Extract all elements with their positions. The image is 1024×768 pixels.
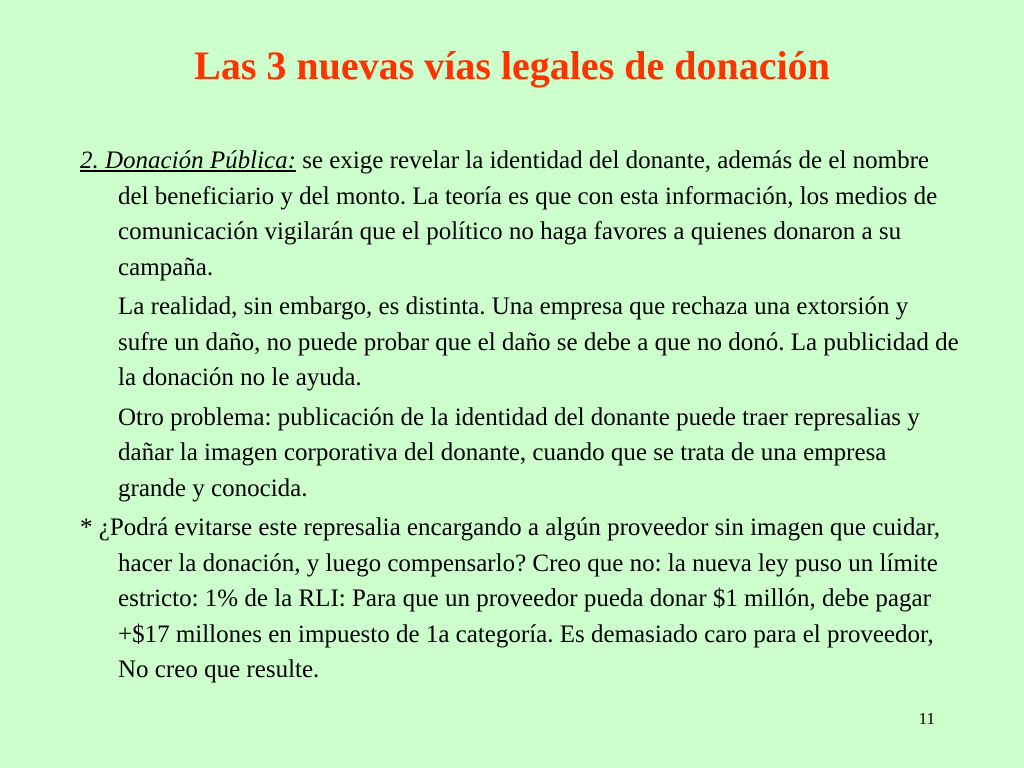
slide-title: Las 3 nuevas vías legales de donación: [194, 43, 830, 88]
question-paragraph: * ¿Podrá evitarse este represalia encargando a algún proveedor sin imagen que cuidar, hacer la donación, y luego compensarlo? Creo que no: la nueva ley puso un límite estricto: 1% de la RLI: Para que un proveedor pueda donar $1 millón, debe pagar +$17 millones en impuesto de 1a categoría. Es demasiado caro para el proveedor, No creo que resulte.: [80, 514, 940, 683]
donacion-publica-heading: 2. Donación Pública:: [80, 147, 296, 174]
donacion-publica-paragraph: [80, 143, 960, 285]
reality-paragraph: La realidad, sin embargo, es distinta. Una empresa que rechaza una extorsión y sufre un daño, no puede probar que el daño se debe a que no donó. La publicidad de la donación no le ayuda.: [118, 293, 959, 391]
other-problem-paragraph: Otro problema: publicación de la identidad del donante puede traer represalias y dañar la imagen corporativa del donante, cuando que se trata de una empresa grande y conocida.: [118, 403, 920, 502]
page-number: 11: [918, 709, 935, 728]
slide-body: [80, 143, 960, 688]
donacion-publica-text: se exige revelar la identidad del donante, además de el nombre del beneficiario y del monto. La teoría es que con esta información, los medios de comunicación vigilarán que el político no haga favores a quienes donaron a su campaña.: [118, 147, 938, 281]
